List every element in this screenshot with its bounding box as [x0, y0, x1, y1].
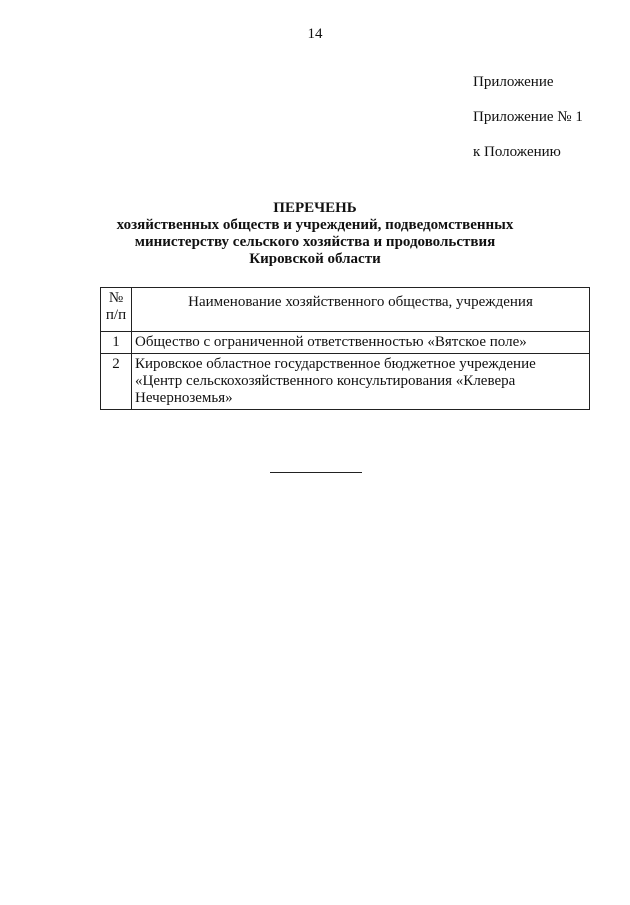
appendix-label: Приложение	[473, 74, 554, 90]
row-number: 1	[101, 332, 132, 354]
header-number-symbol: №	[108, 290, 124, 306]
appendix-reference: к Положению	[473, 144, 561, 160]
page-number: 14	[307, 26, 323, 42]
header-number-abbrev: п/п	[105, 307, 127, 323]
end-divider	[270, 472, 362, 473]
table-row	[101, 332, 590, 354]
header-name: Наименование хозяйственного общества, учреждения	[132, 288, 590, 332]
title-line-1: хозяйственных обществ и учреждений, подведомственных	[116, 217, 514, 233]
title-line-3: Кировской области	[249, 251, 381, 267]
header-number	[101, 288, 132, 332]
title-heading: ПЕРЕЧЕНЬ	[273, 200, 357, 216]
appendix-number: Приложение № 1	[473, 109, 583, 125]
table-row	[101, 354, 590, 410]
organizations-table	[100, 287, 590, 410]
table-header-row	[101, 288, 590, 332]
title-line-2: министерству сельского хозяйства и продовольствия	[134, 234, 496, 250]
document-title	[0, 200, 630, 268]
row-number: 2	[101, 354, 132, 410]
row-name: Общество с ограниченной ответственностью «Вятское поле»	[132, 332, 590, 354]
row-name: Кировское областное государственное бюджетное учреждение «Центр сельскохозяйственного консультирования «Клевера Нечерноземья»	[132, 354, 590, 410]
